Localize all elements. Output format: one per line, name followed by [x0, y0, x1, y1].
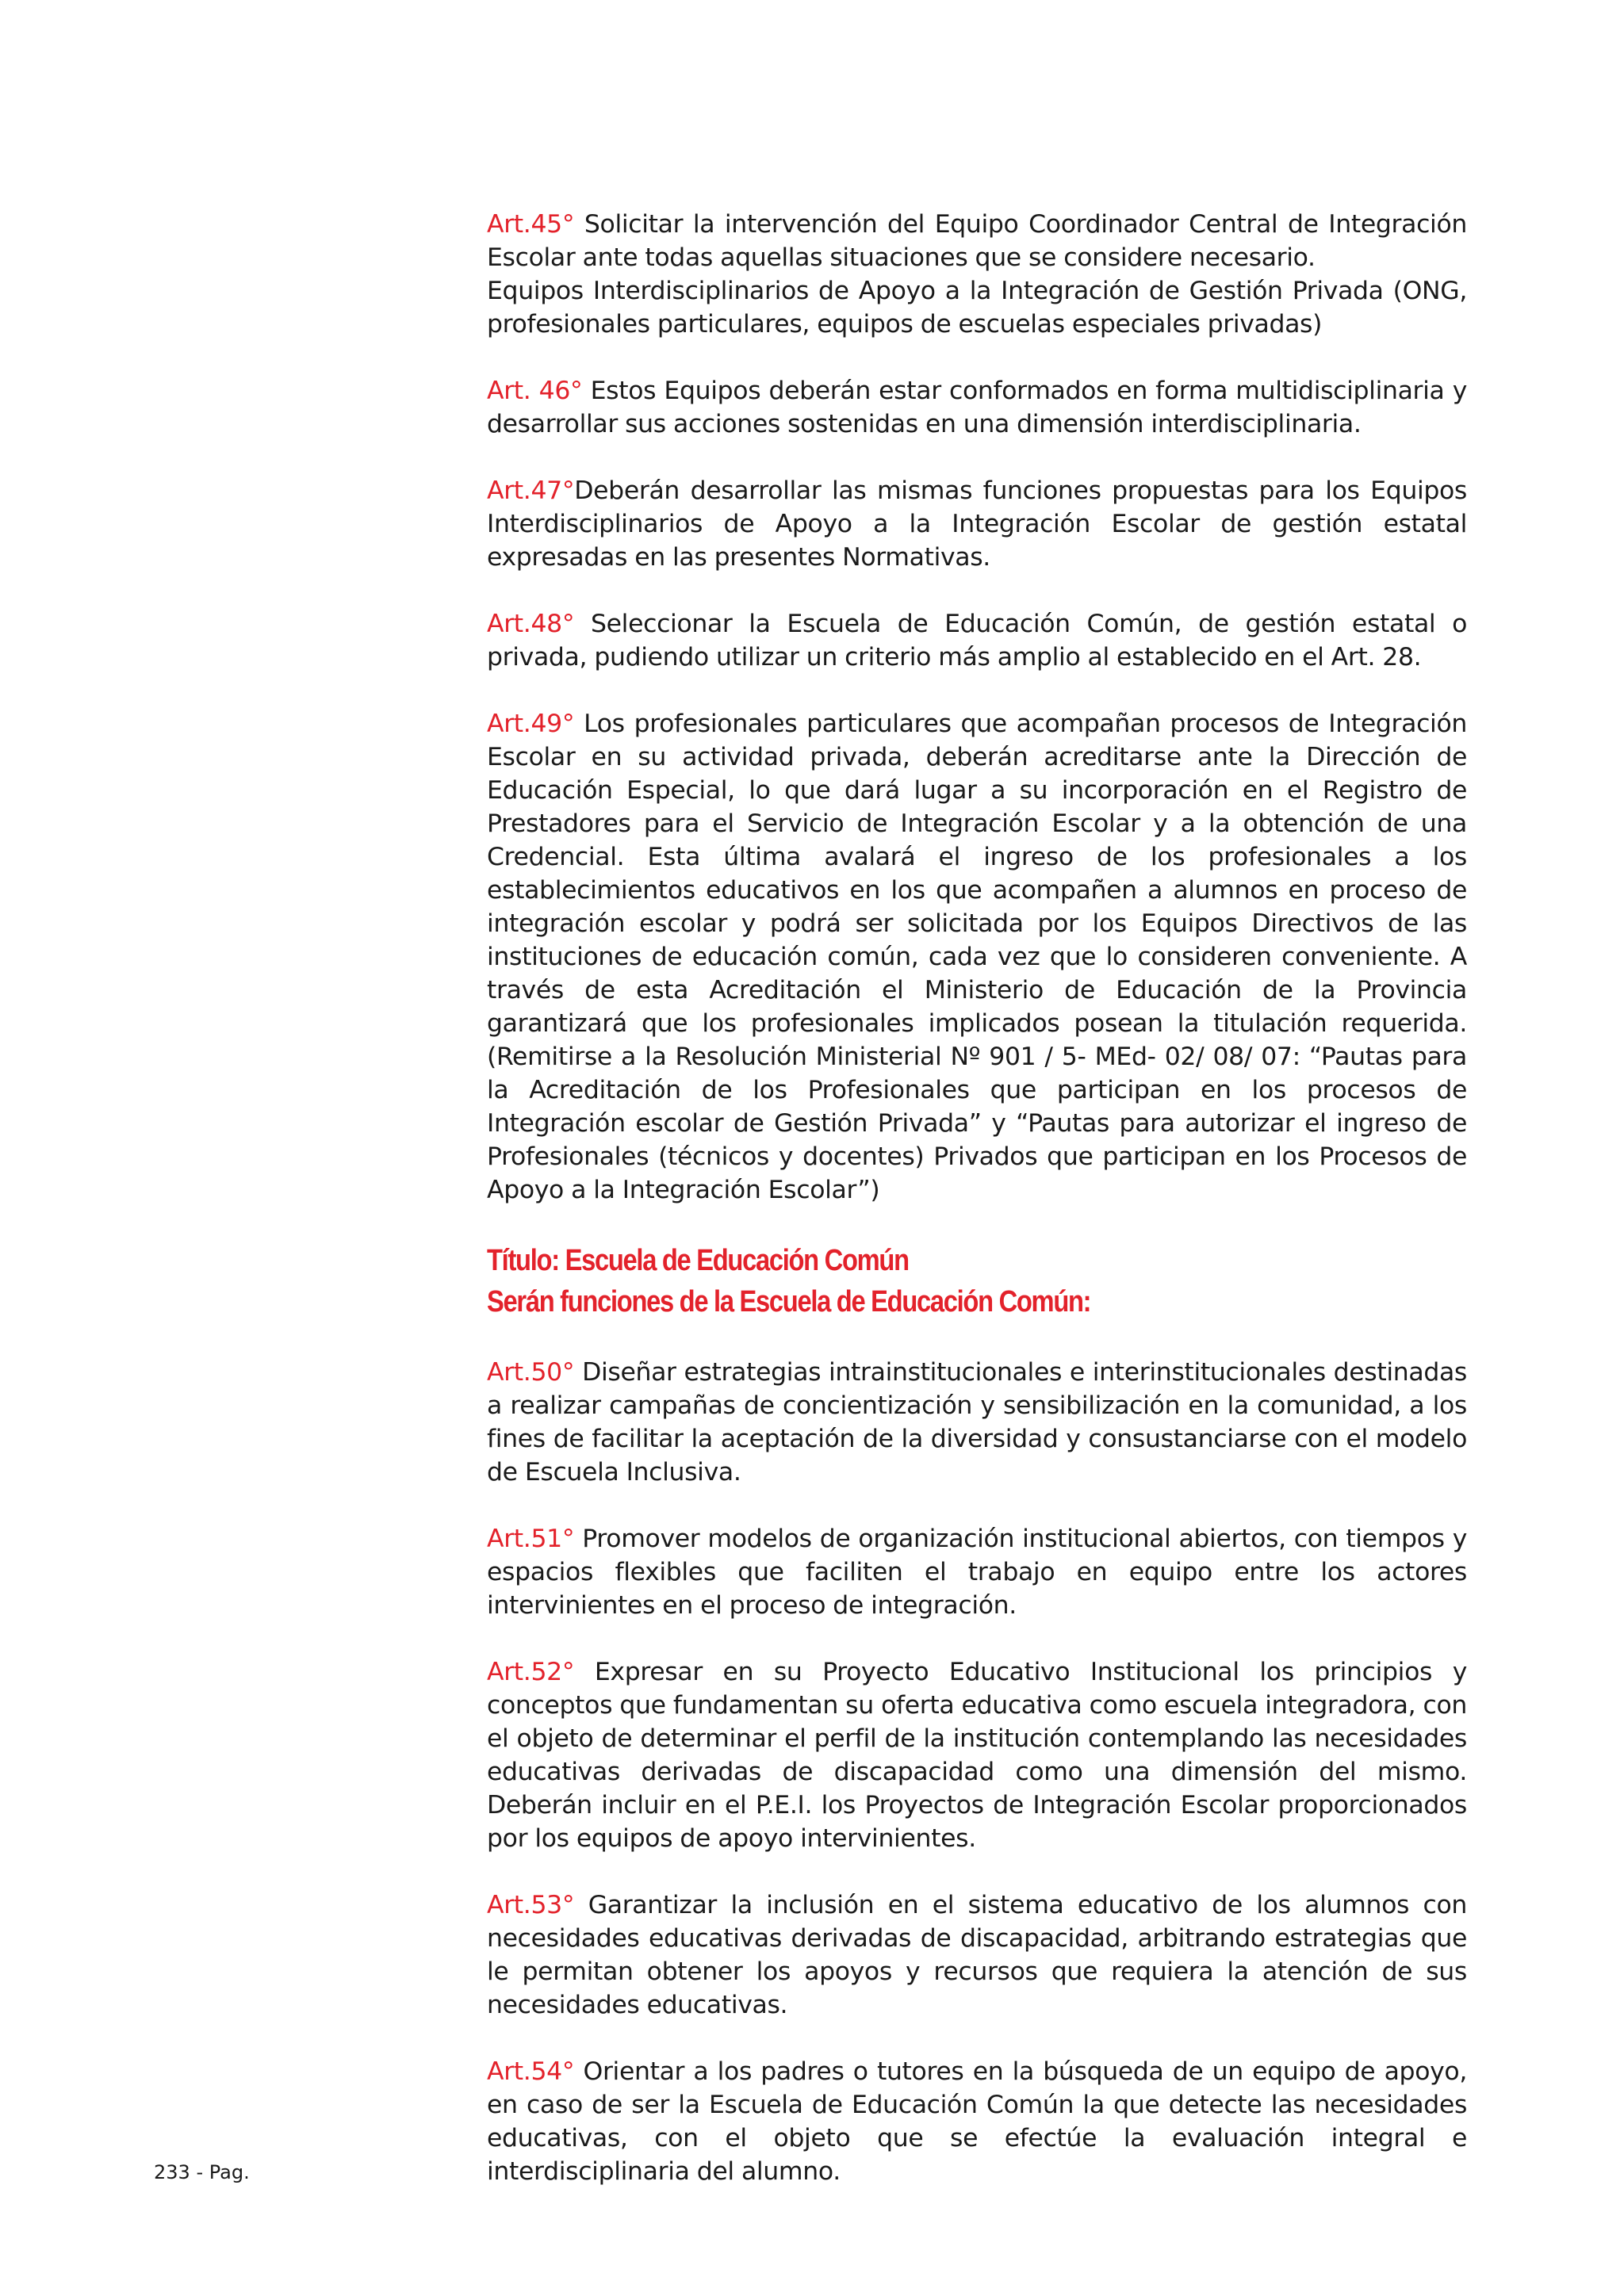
article-53 — [487, 1888, 1467, 2022]
section-title: Título: Escuela de Educación Común — [487, 1244, 909, 1277]
article-48 — [487, 607, 1467, 674]
article-text: Solicitar la intervención del Equipo Coordinador Central de Integración Escolar ante todas aquellas situaciones que se considere necesario. — [487, 210, 1467, 272]
article-text: Los profesionales particulares que acompañan procesos de Integración Escolar en su actividad privada, deberán acreditarse ante la Dirección de Educación Especial, lo que dará lugar a su incorporación en el Registro de Prestadores para el Servicio de Integración Escolar y a la obtención de una Credencial. Esta última avalará el ingreso de los profesionales a los establecimientos educativos en los que acompañen a alumnos en proceso de integración escolar y podrá ser solicitada por los Equipos Directivos de las instituciones de educación común, cada vez que lo consideren conveniente. A través de esta Acreditación el Ministerio de Educación de la Provincia garantizará que los profesionales implicados posean la titulación requerida. (Remitirse a la Resolución Ministerial Nº 901 / 5- MEd- 02/ 08/ 07: “Pautas para la Acreditación de los Profesionales que participan en los procesos de Integración escolar de Gestión Privada” y “Pautas para autorizar el ingreso de Profesionales (técnicos y docentes) Privados que participan en los Procesos de Apoyo a la Integración Escolar”) — [487, 710, 1467, 1204]
article-label: Art. 46° — [487, 377, 583, 405]
article-text: Promover modelos de organización institucional abiertos, con tiempos y espacios flexibles que faciliten el trabajo en equipo entre los actores intervinientes en el proceso de integración. — [487, 1525, 1467, 1620]
article-label: Art.48° — [487, 610, 575, 638]
article-text: Garantizar la inclusión en el sistema educativo de los alumnos con necesidades educativas derivadas de discapacidad, arbitrando estrategias que le permitan obtener los apoyos y recursos que requiera la atención de sus necesidades educativas. — [487, 1891, 1467, 2019]
article-text: Deberán desarrollar las mismas funciones propuestas para los Equipos Interdisciplinarios de Apoyo a la Integración Escolar de gestión estatal expresadas en las presentes Normativas. — [487, 476, 1467, 572]
article-46 — [487, 374, 1467, 441]
article-label: Art.54° — [487, 2057, 575, 2086]
page-number: 233 - Pag. — [154, 2161, 250, 2183]
article-text: Diseñar estrategias intrainstitucionales e interinstitucionales destinadas a realizar campañas de concientización y sensibilización en la comunidad, a los fines de facilitar la aceptación de la diversidad y consustanciarse con el modelo de Escuela Inclusiva. — [487, 1358, 1467, 1487]
article-45 — [487, 208, 1467, 341]
article-54 — [487, 2055, 1467, 2188]
article-52 — [487, 1655, 1467, 1855]
article-text: Estos Equipos deberán estar conformados en forma multidisciplinaria y desarrollar sus acciones sostenidas en una dimensión interdisciplinaria. — [487, 377, 1467, 438]
article-51 — [487, 1522, 1467, 1622]
article-49 — [487, 707, 1467, 1207]
article-text: Expresar en su Proyecto Educativo Institucional los principios y conceptos que fundamentan su oferta educativa como escuela integradora, con el objeto de determinar el perfil de la institución contemplando las necesidades educativas derivadas de discapacidad como una dimensión del mismo. Deberán incluir en el P.E.I. los Proyectos de Integración Escolar proporcionados por los equipos de apoyo intervinientes. — [487, 1658, 1467, 1853]
article-label: Art.52° — [487, 1658, 575, 1686]
article-label: Art.47° — [487, 476, 575, 505]
article-label: Art.50° — [487, 1358, 575, 1387]
article-label: Art.53° — [487, 1891, 575, 1919]
document-body — [487, 208, 1467, 2221]
article-text-continued: Equipos Interdisciplinarios de Apoyo a la Integración de Gestión Privada (ONG, profesionales particulares, equipos de escuelas especiales privadas) — [487, 277, 1467, 339]
article-text: Orientar a los padres o tutores en la búsqueda de un equipo de apoyo, en caso de ser la Escuela de Educación Común la que detecte las necesidades educativas, con el objeto que se efectúe la evaluación integral e interdisciplinaria del alumno. — [487, 2057, 1467, 2186]
section-subtitle: Serán funciones de la Escuela de Educación Común: — [487, 1285, 1091, 1318]
article-label: Art.51° — [487, 1525, 575, 1553]
article-label: Art.49° — [487, 710, 575, 738]
section-heading — [487, 1240, 1330, 1322]
article-50 — [487, 1356, 1467, 1489]
article-label: Art.45° — [487, 210, 575, 239]
article-47 — [487, 474, 1467, 574]
article-text: Seleccionar la Escuela de Educación Común, de gestión estatal o privada, pudiendo utilizar un criterio más amplio al establecido en el Art. 28. — [487, 610, 1467, 672]
